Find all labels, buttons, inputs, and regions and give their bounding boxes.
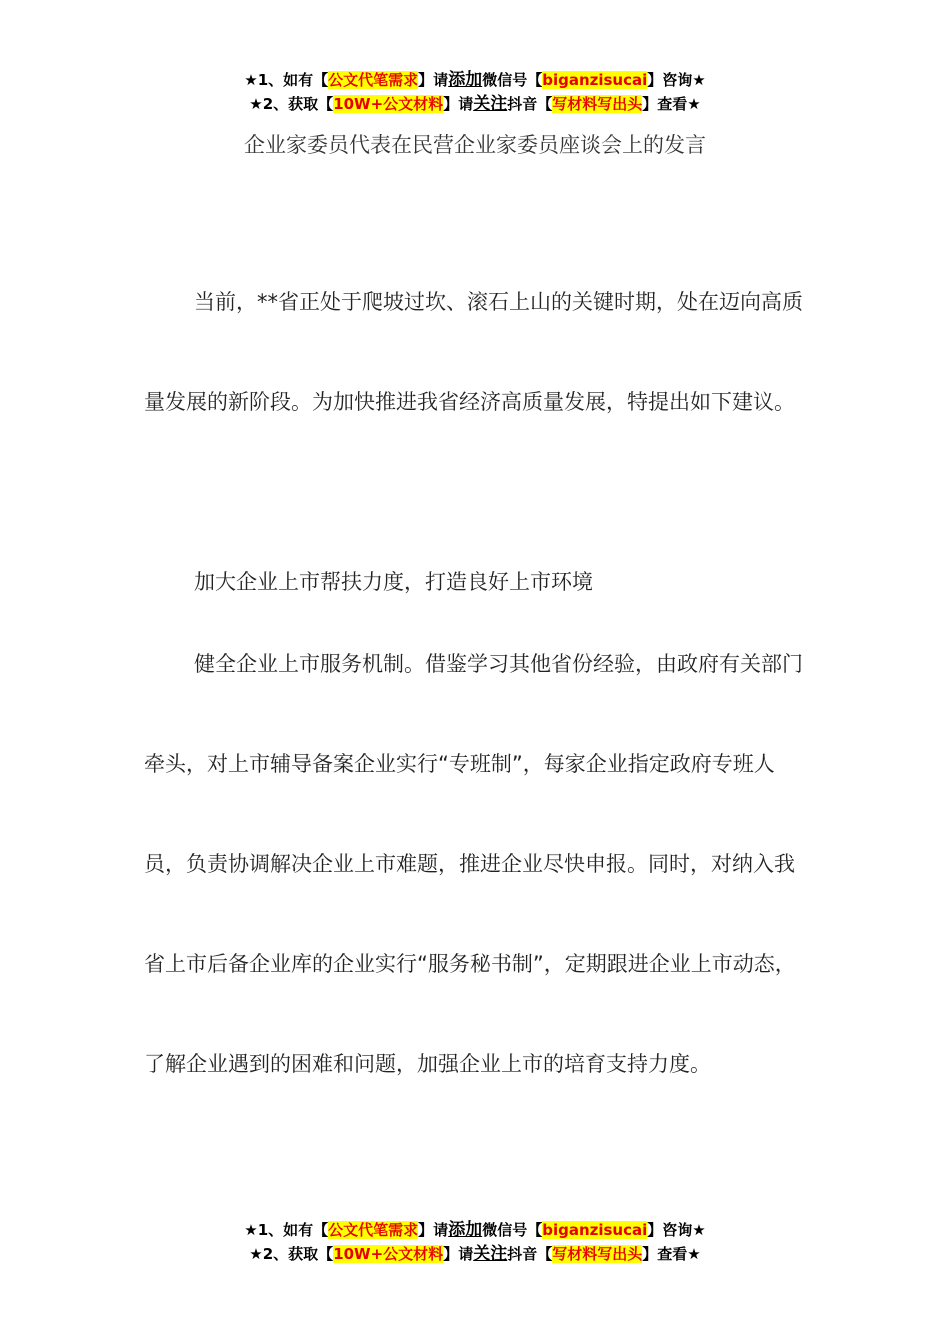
highlight-douyin: 写材料写出头 [552,95,643,113]
document-title: 企业家委员代表在民营企业家委员座谈会上的发言 [244,133,706,157]
promo-line-1: ★1、如有【公文代笔需求】请添加微信号【biganzisucai】咨询★ [244,70,706,90]
highlight-service: 公文代笔需求 [328,1221,419,1239]
highlight-wechat-id: biganzisucai [542,71,648,89]
promo-line-2: ★2、获取【10W+公文材料】请关注抖音【写材料写出头】查看★ [249,94,701,114]
promo-line-1: ★1、如有【公文代笔需求】请添加微信号【biganzisucai】咨询★ [244,1220,706,1240]
section-heading: 加大企业上市帮扶力度，打造良好上市环境 [194,570,593,594]
highlight-service: 公文代笔需求 [328,71,419,89]
promo-footer [0,1218,950,1266]
paragraph-service-mechanism: 健全企业上市服务机制。借鉴学习其他省份经验，由政府有关部门牵头，对上市辅导备案企业实行“专班制”，每家企业指定政府专班人员，负责协调解决企业上市难题，推进企业尽快申报。同时，对纳入我省上市后备企业库的企业实行“服务秘书制”，定期跟进企业上市动态，了解企业遇到的困难和问题，加强企业上市的培育支持力度。 [144,652,803,1076]
highlight-materials: 10W+公文材料 [333,95,444,113]
promo-header [0,68,950,116]
highlight-wechat-id: biganzisucai [542,1221,648,1239]
highlight-materials: 10W+公文材料 [333,1245,444,1263]
paragraph-intro: 当前，**省正处于爬坡过坎、滚石上山的关键时期，处在迈向高质量发展的新阶段。为加快推进我省经济高质量发展，特提出如下建议。 [144,290,803,414]
promo-line-2: ★2、获取【10W+公文材料】请关注抖音【写材料写出头】查看★ [249,1244,701,1264]
highlight-douyin: 写材料写出头 [552,1245,643,1263]
